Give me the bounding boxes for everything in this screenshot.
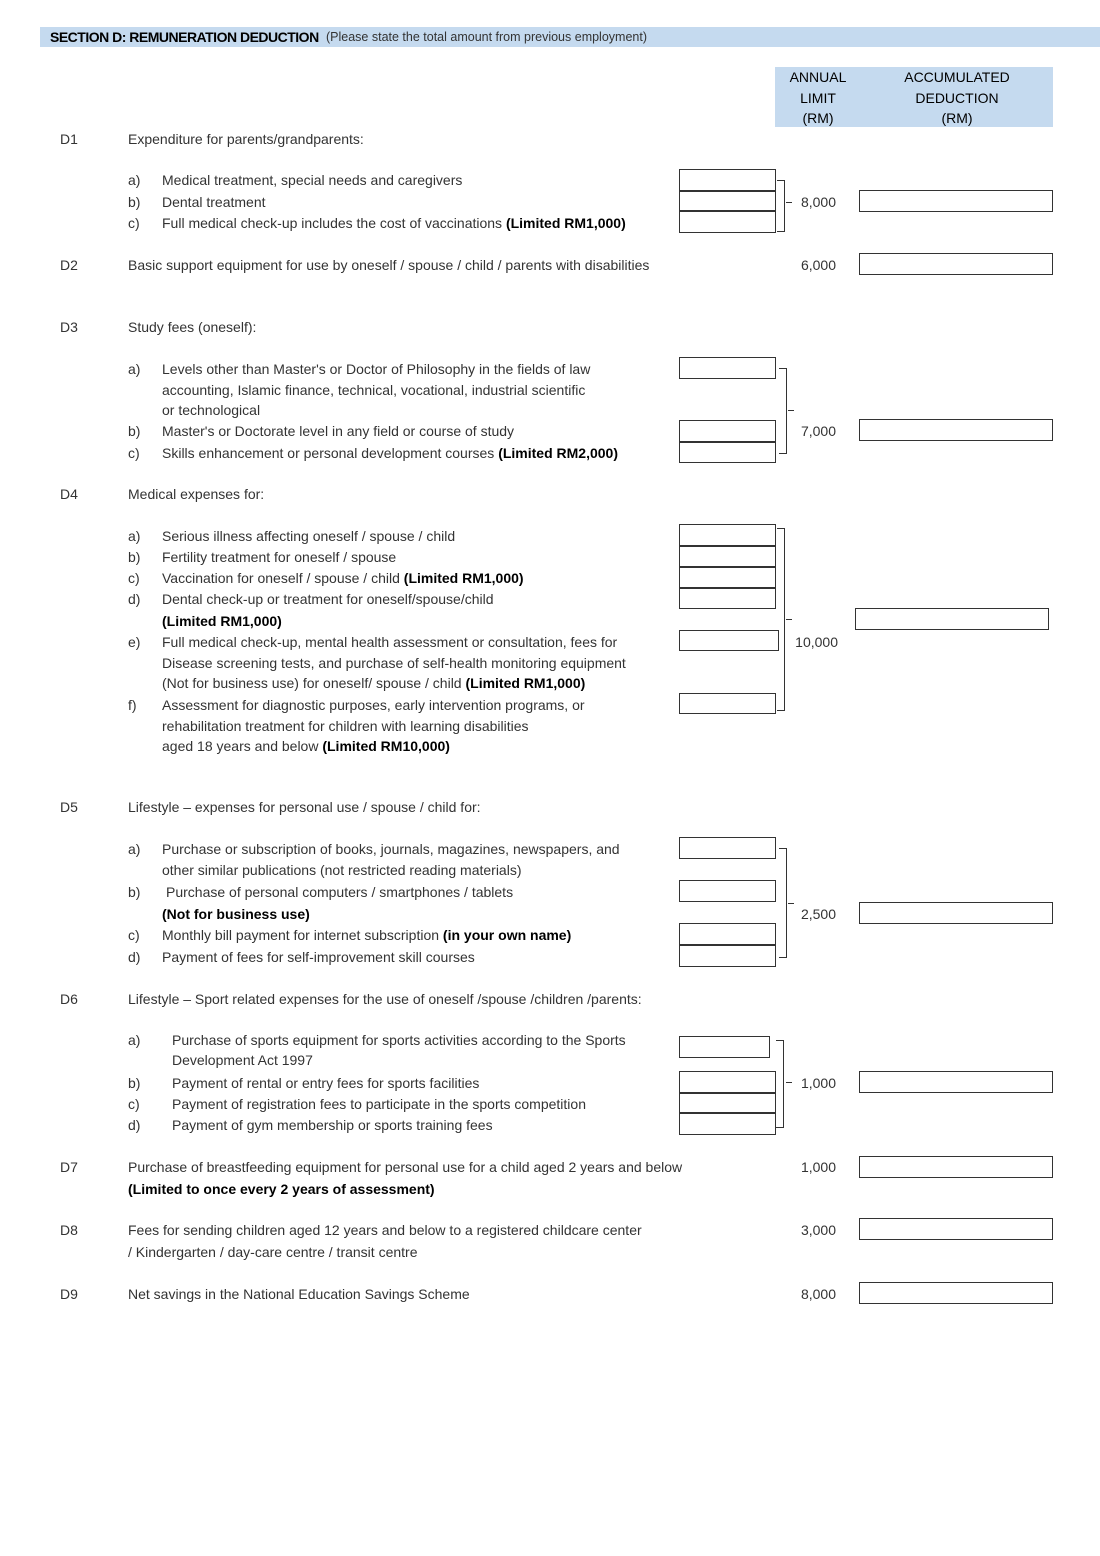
d3-a-line2: accounting, Islamic finance, technical, vocational, industrial scientific bbox=[162, 382, 586, 398]
d5-code: D5 bbox=[60, 799, 78, 815]
d6-d-text: Payment of gym membership or sports training fees bbox=[172, 1117, 493, 1133]
d1-c-text bbox=[162, 215, 626, 231]
d3-a-line3: or technological bbox=[162, 402, 261, 418]
d5-c-letter: c) bbox=[128, 927, 140, 943]
d4-f-line3 bbox=[162, 738, 450, 754]
d1-accumulated-input[interactable] bbox=[859, 190, 1053, 212]
d5-brace bbox=[779, 848, 787, 958]
accumulated-header-line2: DEDUCTION bbox=[915, 89, 999, 106]
d7-note-bold: (Limited to once every 2 years of assessment) bbox=[128, 1181, 435, 1197]
d1-b-text: Dental treatment bbox=[162, 194, 266, 210]
d4-a-text: Serious illness affecting oneself / spouse / child bbox=[162, 528, 456, 544]
d1-a-letter: a) bbox=[128, 172, 141, 188]
d4-brace bbox=[777, 528, 785, 711]
d4-a-input[interactable] bbox=[679, 524, 776, 546]
d4-e-line2: Disease screening tests, and purchase of self-health monitoring equipment bbox=[162, 655, 626, 671]
d7-note bbox=[128, 1181, 435, 1197]
annual-limit-header bbox=[775, 67, 861, 127]
d4-code: D4 bbox=[60, 486, 78, 502]
d6-a-input[interactable] bbox=[679, 1036, 770, 1058]
d8-limit: 3,000 bbox=[800, 1222, 836, 1238]
d4-accumulated-input[interactable] bbox=[855, 608, 1049, 630]
d4-f-limit: (Limited RM10,000) bbox=[322, 738, 450, 754]
d2-limit: 6,000 bbox=[800, 257, 836, 273]
d3-b-input[interactable] bbox=[679, 420, 776, 442]
d3-c-limit: (Limited RM2,000) bbox=[498, 445, 618, 461]
d3-a-line1: Levels other than Master's or Doctor of Philosophy in the fields of law bbox=[162, 361, 591, 377]
d1-limit: 8,000 bbox=[800, 194, 836, 210]
d4-f-line1: Assessment for diagnostic purposes, early intervention programs, or bbox=[162, 697, 585, 713]
d5-c-text-main: Monthly bill payment for internet subscription bbox=[162, 927, 440, 943]
d4-c-input[interactable] bbox=[679, 567, 776, 588]
d4-e-limit: (Limited RM1,000) bbox=[465, 675, 586, 691]
d5-a-line1: Purchase or subscription of books, journals, magazines, newspapers, and bbox=[162, 841, 620, 857]
d7-accumulated-input[interactable] bbox=[859, 1156, 1053, 1178]
d4-d-letter: d) bbox=[128, 591, 141, 607]
d3-brace bbox=[779, 368, 787, 454]
d9-title: Net savings in the National Education Savings Scheme bbox=[128, 1286, 470, 1302]
d3-b-text: Master's or Doctorate level in any field or course of study bbox=[162, 423, 515, 439]
d4-title: Medical expenses for: bbox=[128, 486, 265, 502]
d5-a-line2: other similar publications (not restricted reading materials) bbox=[162, 862, 522, 878]
accumulated-header-line3: (RM) bbox=[941, 110, 973, 126]
d6-b-input[interactable] bbox=[679, 1071, 776, 1093]
d5-limit: 2,500 bbox=[800, 906, 836, 922]
d5-b-letter: b) bbox=[128, 884, 141, 900]
d4-d-text: Dental check-up or treatment for oneself/spouse/child bbox=[162, 591, 494, 607]
d6-c-letter: c) bbox=[128, 1096, 140, 1112]
d1-code: D1 bbox=[60, 131, 78, 147]
d5-brace-tick bbox=[788, 903, 794, 904]
annual-limit-header-line2: LIMIT bbox=[800, 89, 836, 106]
d1-b-input[interactable] bbox=[679, 191, 776, 211]
d6-accumulated-input[interactable] bbox=[859, 1071, 1053, 1093]
d5-title: Lifestyle – expenses for personal use / spouse / child for: bbox=[128, 799, 481, 815]
d4-f-line3-main: aged 18 years and below bbox=[162, 738, 319, 754]
d4-c-text bbox=[162, 570, 524, 586]
d6-title: Lifestyle – Sport related expenses for the use of oneself /spouse /children /parents: bbox=[128, 991, 642, 1007]
d9-limit: 8,000 bbox=[800, 1286, 836, 1302]
d4-e-input[interactable] bbox=[679, 630, 779, 651]
d5-d-text: Payment of fees for self-improvement skill courses bbox=[162, 949, 475, 965]
d6-b-letter: b) bbox=[128, 1075, 141, 1091]
d1-c-limit: (Limited RM1,000) bbox=[505, 215, 626, 231]
d3-title: Study fees (oneself): bbox=[128, 319, 257, 335]
d4-e-line1: Full medical check-up, mental health assessment or consultation, fees for bbox=[162, 634, 618, 650]
d7-title: Purchase of breastfeeding equipment for personal use for a child aged 2 years and below bbox=[128, 1159, 683, 1175]
d1-c-letter: c) bbox=[128, 215, 140, 231]
d4-c-letter: c) bbox=[128, 570, 140, 586]
d2-accumulated-input[interactable] bbox=[859, 253, 1053, 275]
d3-brace-tick bbox=[788, 410, 794, 411]
annual-limit-header-line3: (RM) bbox=[802, 110, 834, 126]
d6-d-letter: d) bbox=[128, 1117, 141, 1133]
d7-code: D7 bbox=[60, 1159, 78, 1175]
d8-code: D8 bbox=[60, 1222, 78, 1238]
d3-c-text-main: Skills enhancement or personal development courses bbox=[162, 445, 495, 461]
d8-title-line2: / Kindergarten / day-care centre / transit centre bbox=[128, 1244, 418, 1260]
d5-c-input[interactable] bbox=[679, 923, 776, 945]
d2-code: D2 bbox=[60, 257, 78, 273]
d6-limit: 1,000 bbox=[800, 1075, 836, 1091]
d3-a-letter: a) bbox=[128, 361, 141, 377]
d4-d-input[interactable] bbox=[679, 588, 776, 609]
d4-e-line3 bbox=[162, 675, 585, 691]
d3-accumulated-input[interactable] bbox=[859, 419, 1053, 441]
d1-c-text-main: Full medical check-up includes the cost of vaccinations bbox=[162, 215, 503, 231]
d4-d-limit-bold: (Limited RM1,000) bbox=[162, 613, 282, 629]
d4-b-input[interactable] bbox=[679, 546, 776, 567]
d5-b-note-bold: (Not for business use) bbox=[162, 906, 310, 922]
d5-a-letter: a) bbox=[128, 841, 141, 857]
d6-code: D6 bbox=[60, 991, 78, 1007]
d9-code: D9 bbox=[60, 1286, 78, 1302]
d4-c-text-main: Vaccination for oneself / spouse / child bbox=[162, 570, 400, 586]
d1-a-input[interactable] bbox=[679, 169, 776, 191]
d5-c-note: (in your own name) bbox=[442, 927, 572, 943]
d5-c-text bbox=[162, 927, 571, 943]
d4-b-text: Fertility treatment for oneself / spouse bbox=[162, 549, 397, 565]
d3-limit: 7,000 bbox=[800, 423, 836, 439]
d1-title: Expenditure for parents/grandparents: bbox=[128, 131, 364, 147]
d4-b-letter: b) bbox=[128, 549, 141, 565]
d4-limit: 10,000 bbox=[795, 634, 838, 650]
d6-c-input[interactable] bbox=[679, 1093, 776, 1113]
d4-brace-tick bbox=[786, 619, 792, 620]
d3-c-input[interactable] bbox=[679, 442, 776, 463]
d4-a-letter: a) bbox=[128, 528, 141, 544]
d5-b-input[interactable] bbox=[679, 880, 776, 902]
section-note: (Please state the total amount from previous employment) bbox=[326, 30, 647, 44]
d5-a-input[interactable] bbox=[679, 837, 776, 859]
d6-a-line1: Purchase of sports equipment for sports activities according to the Sports bbox=[172, 1032, 626, 1048]
d6-d-input[interactable] bbox=[679, 1113, 776, 1135]
d8-accumulated-input[interactable] bbox=[859, 1218, 1053, 1240]
d3-c-text bbox=[162, 445, 618, 461]
d1-b-letter: b) bbox=[128, 194, 141, 210]
d5-b-text: Purchase of personal computers / smartphones / tablets bbox=[166, 884, 514, 900]
d3-c-letter: c) bbox=[128, 445, 140, 461]
d2-title: Basic support equipment for use by oneself / spouse / child / parents with disabilities bbox=[128, 257, 650, 273]
d6-b-text: Payment of rental or entry fees for sports facilities bbox=[172, 1075, 480, 1091]
d7-limit: 1,000 bbox=[800, 1159, 836, 1175]
d4-f-line2: rehabilitation treatment for children with learning disabilities bbox=[162, 718, 529, 734]
d3-code: D3 bbox=[60, 319, 78, 335]
d6-a-line2: Development Act 1997 bbox=[172, 1052, 313, 1068]
d5-d-letter: d) bbox=[128, 949, 141, 965]
d6-a-letter: a) bbox=[128, 1032, 141, 1048]
d1-a-text: Medical treatment, special needs and caregivers bbox=[162, 172, 463, 188]
d4-f-letter: f) bbox=[128, 697, 137, 713]
d4-e-line3-main: (Not for business use) for oneself/ spouse / child bbox=[162, 675, 462, 691]
d9-accumulated-input[interactable] bbox=[859, 1282, 1053, 1304]
d1-c-input[interactable] bbox=[679, 211, 776, 233]
d4-c-limit: (Limited RM1,000) bbox=[403, 570, 524, 586]
d5-d-input[interactable] bbox=[679, 945, 776, 967]
d4-d-limit bbox=[162, 613, 282, 629]
d3-a-input[interactable] bbox=[679, 357, 776, 379]
d6-c-text: Payment of registration fees to participate in the sports competition bbox=[172, 1096, 586, 1112]
d8-title-line1: Fees for sending children aged 12 years and below to a registered childcare center bbox=[128, 1222, 642, 1238]
d5-b-note bbox=[162, 906, 310, 922]
d4-f-input[interactable] bbox=[679, 693, 776, 714]
accumulated-header-line1: ACCUMULATED bbox=[904, 69, 1010, 85]
accumulated-deduction-header bbox=[861, 67, 1053, 127]
section-title: SECTION D: REMUNERATION DEDUCTION bbox=[50, 29, 319, 45]
d5-accumulated-input[interactable] bbox=[859, 902, 1053, 924]
annual-limit-header-line1: ANNUAL bbox=[789, 69, 847, 85]
d3-b-letter: b) bbox=[128, 423, 141, 439]
d4-e-letter: e) bbox=[128, 634, 141, 650]
